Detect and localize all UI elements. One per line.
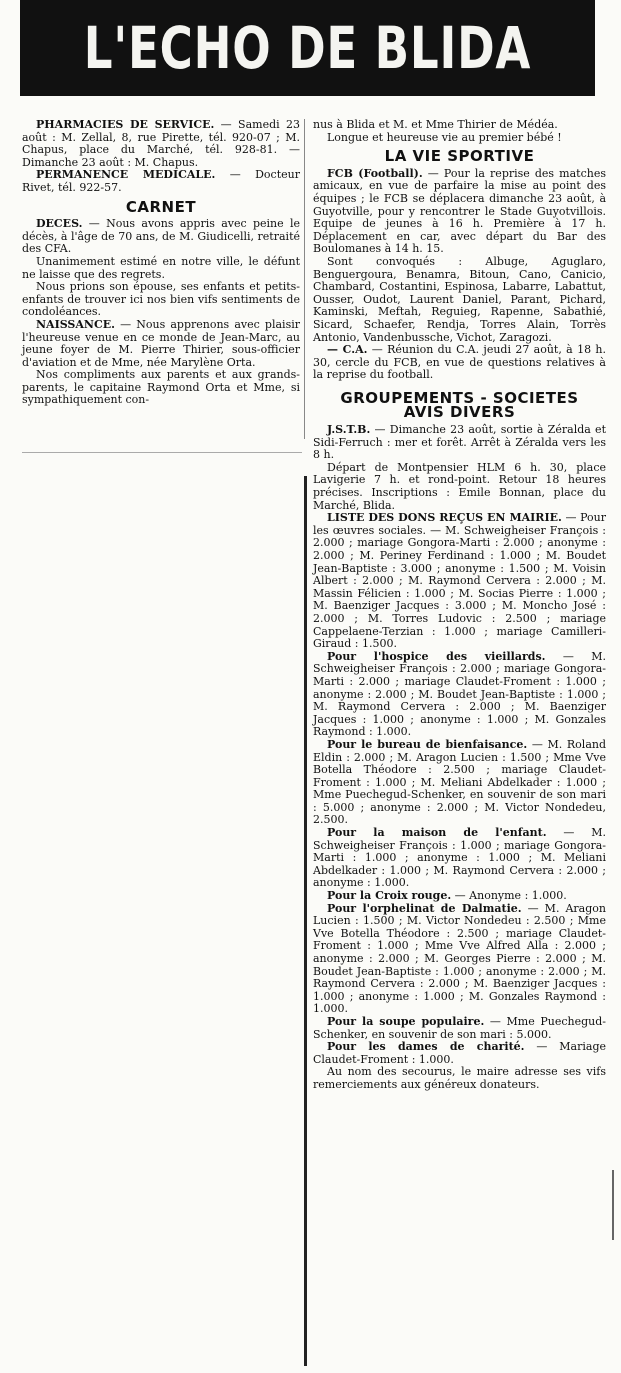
maison-text: — M. Schweigheiser François : 1.000 ; mariage Gongora-Marti : 1.000 ; anonyme : 1.000 ; M. Meliani Abdelkader : 1.000 ; M. Raymond Cervera : 2.000 ; anonyme : 1.000.	[313, 826, 606, 890]
deces-text: — Nous avons appris avec peine le décès, à l'âge de 70 ans, de M. Giudicelli, retraité des CFA.	[22, 217, 300, 256]
maison-paragraph	[313, 827, 606, 890]
column-divider	[304, 476, 307, 1366]
ca-lead: — C.A.	[327, 343, 368, 357]
naissance-lead: NAISSANCE.	[36, 317, 115, 331]
depart-paragraph: Départ de Montpensier HLM 6 h. 30, place Lavigerie 7 h. et rond-point. Retour 18 heures précises. Inscriptions : Emile Bonnan, place du Marché, Blida.	[313, 460, 606, 512]
permanence-text: — Docteur Rivet, tél. 922-57.	[22, 168, 300, 194]
fcb-lead: FCB (Football).	[327, 166, 423, 180]
deces-paragraph-2: Unanimement estimé en notre ville, le défunt ne laisse que des regrets.	[22, 254, 300, 281]
left-column	[22, 119, 300, 407]
naissance-text: — Nous apprenons avec plaisir l'heureuse venue en ce monde de Jean-Marc, au jeune foyer de M. Pierre Thirier, sous-officier d'aviation et de Mme, née Marylène Orta.	[22, 317, 300, 369]
liste-lead: LISTE DES DONS REÇUS EN MAIRIE.	[327, 511, 562, 525]
jstb-paragraph	[313, 424, 606, 462]
left-column-bottom-rule	[22, 452, 302, 453]
hospice-paragraph	[313, 651, 606, 739]
bureau-lead: Pour le bureau de bienfaisance.	[327, 737, 528, 751]
naissance-paragraph	[22, 319, 300, 369]
ca-paragraph	[313, 344, 606, 382]
soupe-lead: Pour la soupe populaire.	[327, 1014, 485, 1028]
dames-lead: Pour les dames de charité.	[327, 1040, 525, 1054]
jstb-text: — Dimanche 23 août, sortie à Zéralda et Sidi-Ferruch : mer et forêt. Arrêt à Zéralda vers les 8 h.	[313, 423, 606, 462]
sport-heading: LA VIE SPORTIVE	[384, 147, 535, 166]
dames-text: — Mariage Claudet-Froment : 1.000.	[313, 1040, 607, 1066]
ca-text: — Réunion du C.A. jeudi 27 août, à 18 h. 30, cercle du FCB, en vue de questions relatives à la reprise du football.	[313, 343, 606, 382]
bureau-paragraph	[313, 739, 606, 827]
deces-paragraph-3: Nous prions son épouse, ses enfants et petits-enfants de trouver ici nos bien vifs sentiments de condoléances.	[22, 280, 300, 319]
croix-text: — Anonyme : 1.000.	[451, 889, 567, 903]
right-column	[313, 119, 606, 1092]
jstb-lead: J.S.T.B.	[327, 423, 371, 437]
soupe-paragraph	[313, 1016, 606, 1041]
closing-paragraph: Au nom des secourus, le maire adresse ses vifs remerciements aux généreux donateurs.	[313, 1065, 606, 1091]
naissance-continued: nus à Blida et M. et Mme Thirier de Médéa.	[313, 118, 558, 131]
naissance-paragraph-2: Nos compliments aux parents et aux grands-parents, le capitaine Raymond Orta et Mme, si sympathiquement con-	[22, 368, 300, 407]
permanence-paragraph	[22, 169, 300, 194]
masthead-title: L'ECHO DE BLIDA	[83, 14, 532, 82]
fcb-text: — Pour la reprise des matches amicaux, en vue de parfaire la mise au point des équipes ; le FCB se déplacera dimanche 23 août, à Guyotville, pour y rencontrer le Stade Guyotvillois. Equipe de jeunes à 16 h. Première à 17 h. Déplacement en car, avec départ du Bar des Boulomanes à 14 h. 15.	[313, 166, 606, 256]
pharmacies-text: — Samedi 23 août : M. Zellal, 8, rue Pirette, tél. 920-07 ; M. Chapus, place du Marché, tél. 928-81. — Dimanche 23 août : M. Chapus.	[22, 118, 300, 169]
column-divider-top	[304, 119, 305, 439]
pharmacies-paragraph	[22, 119, 300, 169]
dames-paragraph	[313, 1041, 606, 1066]
permanence-lead: PERMANENCE MEDICALE.	[36, 168, 216, 182]
pharmacies-lead: PHARMACIES DE SERVICE.	[36, 118, 215, 131]
fcb-paragraph	[313, 168, 606, 256]
groupements-heading: GROUPEMENTS - SOCIETES	[340, 388, 579, 407]
bureau-text: — M. Roland Eldin : 2.000 ; M. Aragon Lucien : 1.500 ; Mme Vve Botella Théodore : 2.500 ; mariage Claudet-Froment : 1.000 ; M. Meliani Abdelkader : 1.000 ; Mme Puechegud-Schenker, en souvenir de son mari : 5.000 ; anonyme : 2.000 ; M. Victor Nondedeu, 2.500.	[313, 737, 606, 827]
liste-paragraph	[313, 512, 606, 651]
carnet-heading: CARNET	[125, 197, 197, 216]
orphelinat-text: — M. Aragon Lucien : 1.500 ; M. Victor Nondedeu : 2.500 ; Mme Vve Botella Théodore : 2.500 ; mariage Claudet-Froment : 1.000 ; Mme Vve Alfred Alla : 2.000 ; anonyme : 2.000 ; M. Georges Pierre : 2.000 ; M. Boudet Jean-Baptiste : 1.000 ; anonyme : 2.000 ; M. Raymond Cervera : 2.000 ; M. Baenziger Jacques : 1.000 ; anonyme : 1.000 ; M. Gonzales Raymond : 1.000.	[313, 901, 606, 1016]
masthead	[20, 0, 595, 96]
deces-paragraph	[22, 218, 300, 256]
soupe-text: — Mme Puechegud-Schenker, en souvenir de son mari : 5.000.	[313, 1014, 607, 1041]
deces-lead: DECES.	[36, 217, 83, 231]
page-edge-mark	[612, 1170, 614, 1240]
liste-text: — Pour les œuvres sociales. — M. Schweigheiser François : 2.000 ; mariage Gongora-Marti : 2.000 ; anonyme : 2.000 ; M. Periney Ferdinand : 1.000 ; M. Boudet Jean-Baptiste : 3.000 ; anonyme : 1.500 ; M. Voisin Albert : 2.000 ; M. Raymond Cervera : 2.000 ; M. Massin Félicien : 1.000 ; M. Socias Pierre : 1.000 ; M. Baenziger Jacques : 3.000 ; M. Moncho José : 2.000 ; M. Torres Ludovic : 2.500 ; mariage Cappelaene-Terzian : 1.000 ; mariage Camilleri-Giraud : 1.500.	[313, 511, 606, 651]
avis-heading: AVIS DIVERS	[403, 403, 516, 422]
croix-lead: Pour la Croix rouge.	[327, 889, 452, 903]
convoques-paragraph: Sont convoqués : Albuge, Aguglaro, Benguergoura, Benamra, Bitoun, Cano, Canicio, Chambard, Costantini, Espinosa, Labarre, Labattut, Ousser, Oudot, Laurent Daniel, Parant, Pichard, Kaminski, Meftah, Reguieg, Rapenne, Sabathié, Sicard, Schaefer, Rendja, Torres Alain, Torrès Antonio, Vandenbussche, Vichot, Zaragozi.	[313, 254, 606, 344]
hospice-text: — M. Schweigheiser François : 2.000 ; mariage Gongora-Marti : 2.000 ; mariage Claudet-Froment : 1.000 ; anonyme : 2.000 ; M. Boudet Jean-Baptiste : 1.000 ; M. Raymond Cervera : 2.000 ; M. Baenziger Jacques : 1.000 ; anonyme : 1.000 ; M. Gonzales Raymond : 1.000.	[313, 649, 606, 739]
orphelinat-paragraph	[313, 903, 606, 1016]
orphelinat-lead: Pour l'orphelinat de Dalmatie.	[327, 901, 522, 915]
naissance-closing: Longue et heureuse vie au premier bébé !	[327, 130, 562, 144]
hospice-lead: Pour l'hospice des vieillards.	[327, 649, 546, 663]
maison-lead: Pour la maison de l'enfant.	[327, 826, 547, 840]
